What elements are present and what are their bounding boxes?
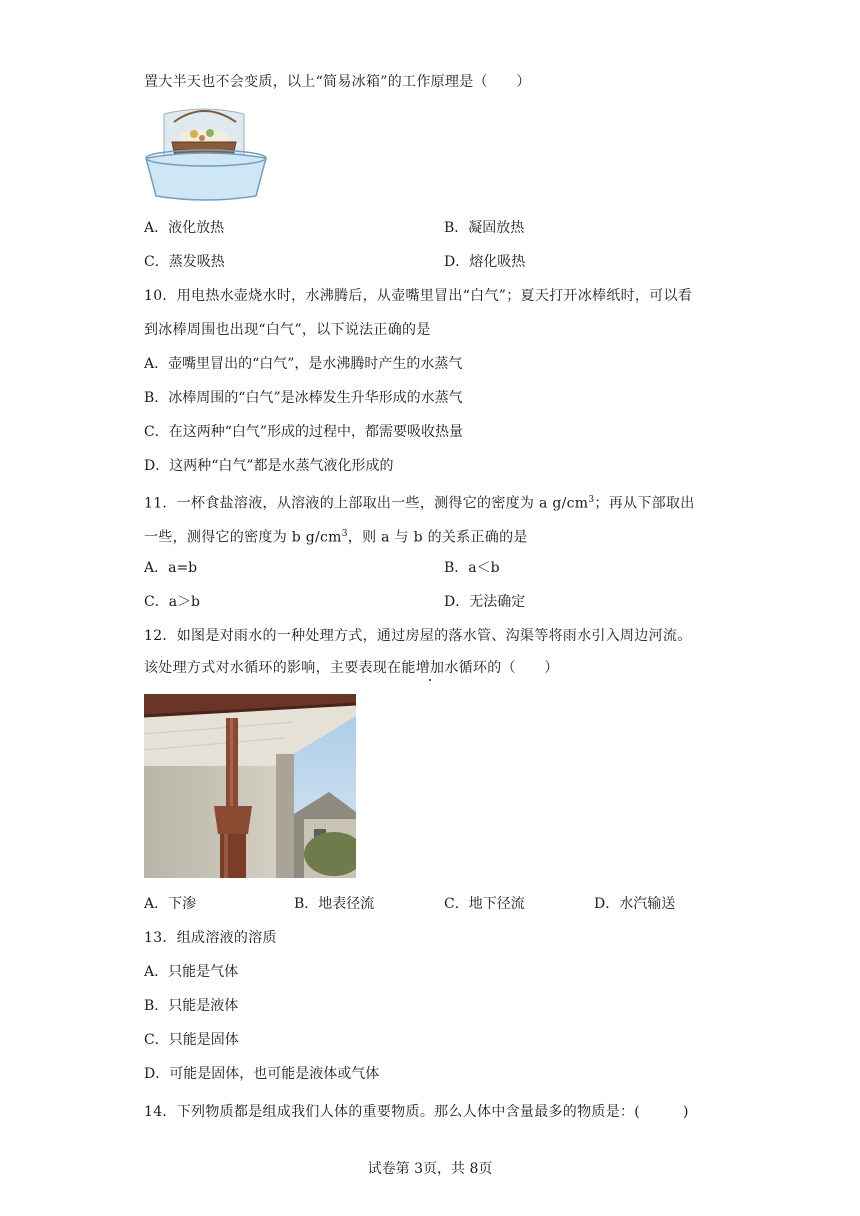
q11-option-b: B．a＜b [444, 560, 500, 576]
q9-option-b: B．凝固放热 [444, 220, 525, 236]
q12-stem-line1: 12．如图是对雨水的一种处理方式，通过房屋的落水管、沟渠等将雨水引入周边河流。 [144, 628, 692, 644]
q12-stem-line2: 该处理方式对水循环的影响，主要表现在能增加水循环的（ ） [144, 660, 559, 676]
q12-option-d: D．水汽输送 [594, 896, 676, 912]
page-footer: 试卷第 3页，共 8页 [367, 1161, 493, 1177]
q9-option-a: A．液化放热 [144, 220, 225, 236]
q14-stem: 14．下列物质都是组成我们人体的重要物质。那么人体中含量最多的物质是：( ) [144, 1104, 689, 1120]
q12-option-c: C．地下径流 [444, 896, 525, 912]
emphasis-text: 增加 [415, 660, 445, 676]
q10-option-b: B．冰棒周围的“白气”是冰棒发生升华形成的水蒸气 [144, 390, 463, 406]
gutter-downpipe-photo [144, 694, 356, 878]
q9-stem: 置大半天也不会变质，以上“简易冰箱”的工作原理是（ ） [144, 74, 531, 90]
q10-stem-line1: 10．用电热水壶烧水时，水沸腾后，从壶嘴里冒出“白气”；夏天打开冰棒纸时，可以看 [144, 288, 693, 304]
q13-option-a: A．只能是气体 [144, 964, 239, 980]
q12-option-a: A．下渗 [144, 896, 197, 912]
q10-option-d: D．这两种“白气”都是水蒸气液化形成的 [144, 458, 394, 474]
q11-option-a: A．a=b [144, 560, 198, 576]
q9-option-d: D．熔化吸热 [444, 254, 526, 270]
q13-option-c: C．只能是固体 [144, 1032, 239, 1048]
q11-option-c: C．a＞b [144, 594, 201, 610]
q13-option-d: D．可能是固体，也可能是液体或气体 [144, 1066, 380, 1082]
q11-stem-line1: 11．一杯食盐溶液，从溶液的上部取出一些，测得它的密度为 a $g/cm^3$；再从下部取出 [144, 495, 695, 512]
q10-option-c: C．在这两种“白气”形成的过程中，都需要吸收热量 [144, 424, 464, 440]
q10-option-a: A．壶嘴里冒出的“白气”，是水沸腾时产生的水蒸气 [144, 356, 463, 372]
q11-option-d: D．无法确定 [444, 594, 526, 610]
q10-stem-line2: 到冰棒周围也出现“白气”，以下说法正确的是 [144, 322, 431, 338]
q11-stem-line2: 一些，测得它的密度为 b $g/cm^3$，则 a 与 b 的关系正确的是 [144, 529, 528, 546]
q13-stem: 13．组成溶液的溶质 [144, 930, 277, 946]
q12-option-b: B．地表径流 [294, 896, 375, 912]
q9-option-c: C．蒸发吸热 [144, 254, 225, 270]
q13-option-b: B．只能是液体 [144, 998, 239, 1014]
simple-fridge-figure [144, 108, 268, 204]
